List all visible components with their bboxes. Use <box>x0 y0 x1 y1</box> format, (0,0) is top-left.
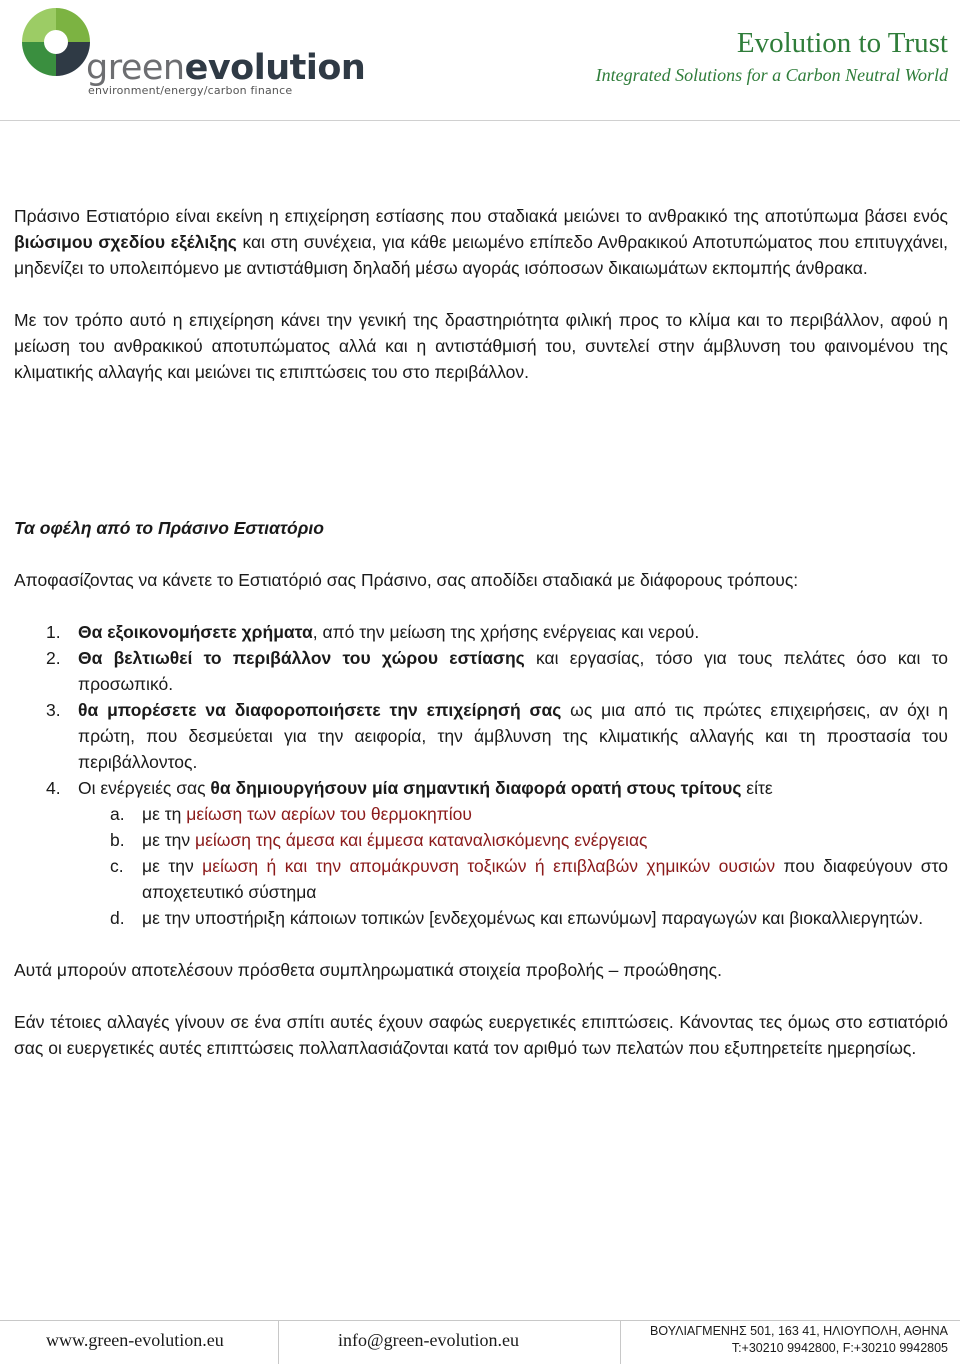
sublist-item: a. με τη μείωση των αερίων του θερμοκηπίου <box>110 804 472 824</box>
list-item: 1. Θα εξοικονομήσετε χρήματα, από την μείωση της χρήσης ενέργειας και νερού. <box>46 622 700 642</box>
benefits-list <box>14 619 948 931</box>
sublist-item: c. με την μείωση ή και την απομάκρυνση τοξικών ή επιβλαβών χημικών ουσιών που διαφεύγουν στο αποχετευτικό σύστημα <box>110 856 948 902</box>
sublist-item: d. με την υποστήριξη κάποιων τοπικών [ενδεχομένως και επωνύμων] παραγωγών και βιοκαλλιεργητών. <box>110 908 924 928</box>
benefits-sublist <box>78 801 948 931</box>
page-footer <box>0 1320 960 1364</box>
footer-email-link[interactable]: info@green-evolution.eu <box>338 1330 520 1350</box>
footer-separator <box>620 1320 621 1364</box>
paragraph-conclusion: Εάν τέτοιες αλλαγές γίνουν σε ένα σπίτι αυτές έχουν σαφώς ευεργετικές επιπτώσεις. Κάνοντας τες όμως στο εστιατόριό σας οι ευεργετικές αυτές επιπτώσεις πολλαπλασιάζονται κατά τον αριθμό των πελατών που εξυπηρετείτε ημερησίως. <box>14 1012 948 1058</box>
footer-website-link[interactable]: www.green-evolution.eu <box>46 1330 224 1350</box>
footer-divider <box>0 1320 960 1321</box>
footer-address <box>650 1323 948 1357</box>
footer-separator <box>278 1320 279 1364</box>
paragraph-promotion: Αυτά μπορούν αποτελέσουν πρόσθετα συμπληρωματικά στοιχεία προβολής – προώθησης. <box>14 960 722 980</box>
header-subtitle: Integrated Solutions for a Carbon Neutral World <box>595 65 948 85</box>
footer-phone-line: T:+30210 9942800, F:+30210 9942805 <box>731 1341 948 1355</box>
paragraph-intro: Αποφασίζοντας να κάνετε το Εστιατόριό σας Πράσινο, σας αποδίδει σταδιακά με διάφορους τρόπους: <box>14 570 799 590</box>
section-heading: Τα οφέλη από το Πράσινο Εστιατόριο <box>14 518 324 538</box>
greenevolution-logo <box>18 4 366 104</box>
logo-wordmark: greenevolution <box>86 48 366 88</box>
list-item: 3. θα μπορέσετε να διαφοροποιήσετε την επιχείρησή σας ως μια από τις πρώτες επιχειρήσεις, αν όχι η πρώτη, που δεσμεύεται για την αειφορία, την άμβλυνση της κλιματικής αλλαγής και τη προστασία του περιβάλλοντος. <box>46 700 948 772</box>
document-body <box>14 203 948 1061</box>
header-divider <box>0 120 960 121</box>
paragraph-definition: Πράσινο Εστιατόριο είναι εκείνη η επιχείρηση εστίασης που σταδιακά μειώνει το ανθρακικό της αποτύπωμα βάσει ενός βιώσιμου σχεδίου εξέλιξης και στη συνέχεια, για κάθε μειωμένο επίπεδο Ανθρακικού Αποτυπώματος που επιτυγχάνει, μηδενίζει το υπολειπόμενο με αντιστάθμιση δηλαδή μέσω αγοράς ισόποσων δικαιωμάτων εκπομπής άνθρακα. <box>14 206 948 278</box>
list-item: 2. Θα βελτιωθεί το περιβάλλον του χώρου εστίασης και εργασίας, τόσο για τους πελάτες όσο και το προσωπικό. <box>46 648 948 694</box>
page-header <box>0 0 960 122</box>
header-title: Evolution to Trust <box>736 27 948 59</box>
logo-subtitle: environment/energy/carbon finance <box>88 84 293 97</box>
paragraph-effect: Με τον τρόπο αυτό η επιχείρηση κάνει την γενική της δραστηριότητα φιλική προς το κλίμα και το περιβάλλον, αφού η μείωση του ανθρακικού αποτυπώματος αλλά και η αντιστάθμισή του, συντελεί στην άμβλυνση του φαινομένου της κλιματικής αλλαγής και μειώνει τις επιπτώσεις του στο περιβάλλον. <box>14 310 948 382</box>
footer-address-line: ΒΟΥΛΙΑΓΜΕΝΗΣ 501, 163 41, ΗΛΙΟΥΠΟΛΗ, ΑΘΗΝΑ <box>650 1324 948 1338</box>
list-item: 4. Οι ενέργειές σας θα δημιουργήσουν μία σημαντική διαφορά ορατή στους τρίτους είτε a. με τη μείωση των αερίων του θερμοκηπίου b. με την μείωση της άμεσα και έμμεσα καταναλισκόμενης ενέργειας c. με την μείωση ή και την απομάκρυνση τοξικών ή επιβλαβών χημικών ουσιών που διαφεύγουν στο αποχετευτικό σύστημα d. με την υποστήριξη κάποιων τοπικών [ενδεχομένως και επωνύμων] παραγωγών και βιοκαλλιεργητών. <box>14 775 948 931</box>
sublist-item: b. με την μείωση της άμεσα και έμμεσα καταναλισκόμενης ενέργειας <box>110 830 648 850</box>
